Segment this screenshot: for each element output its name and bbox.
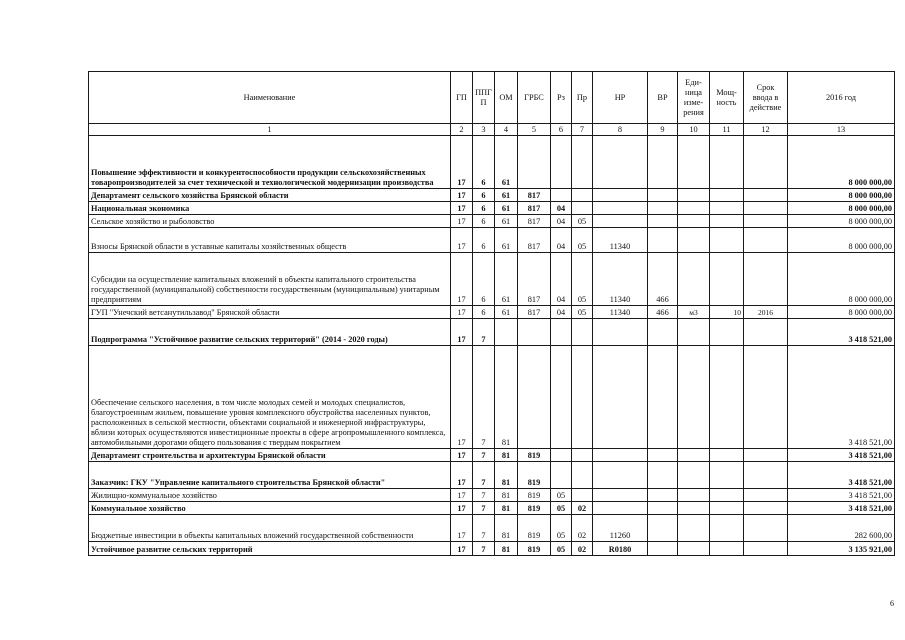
cell-vr bbox=[648, 136, 678, 189]
cell-unit bbox=[678, 189, 710, 202]
cell-gp: 17 bbox=[451, 306, 473, 319]
cell-grbs: 819 bbox=[518, 462, 551, 489]
row-name: Заказчик: ГКУ "Управление капитального строительства Брянской области" bbox=[89, 462, 451, 489]
column-number: 1 bbox=[89, 124, 451, 136]
cell-nr: 11340 bbox=[593, 228, 648, 253]
cell-gp: 17 bbox=[451, 515, 473, 542]
cell-term: 2016 bbox=[744, 306, 788, 319]
cell-gp: 17 bbox=[451, 189, 473, 202]
cell-term bbox=[744, 215, 788, 228]
cell-sum: 3 418 521,00 bbox=[788, 449, 895, 462]
cell-unit bbox=[678, 319, 710, 346]
column-number: 3 bbox=[473, 124, 495, 136]
header-capacity-line: Мощ- bbox=[716, 87, 737, 97]
cell-cap bbox=[710, 136, 744, 189]
cell-unit bbox=[678, 253, 710, 306]
cell-nr: 11260 bbox=[593, 515, 648, 542]
cell-vr bbox=[648, 228, 678, 253]
cell-unit bbox=[678, 228, 710, 253]
table-row bbox=[89, 489, 895, 502]
cell-gp: 17 bbox=[451, 319, 473, 346]
header-capacity-line: ность bbox=[716, 97, 737, 107]
cell-cap bbox=[710, 228, 744, 253]
cell-pr bbox=[572, 189, 593, 202]
cell-cap bbox=[710, 253, 744, 306]
cell-pr: 05 bbox=[572, 228, 593, 253]
cell-rz: 05 bbox=[551, 542, 572, 556]
table-row bbox=[89, 228, 895, 253]
table-row bbox=[89, 449, 895, 462]
cell-ppgp: 7 bbox=[473, 462, 495, 489]
cell-pr: 02 bbox=[572, 515, 593, 542]
cell-nr bbox=[593, 136, 648, 189]
table-row bbox=[89, 515, 895, 542]
cell-term bbox=[744, 489, 788, 502]
row-name: Субсидии на осуществление капитальных вложений в объекты капитального строительства государственной (муниципальной) собственности государственным (муниципальным) унитарным предприятиям bbox=[89, 253, 451, 306]
cell-grbs: 817 bbox=[518, 306, 551, 319]
cell-cap bbox=[710, 189, 744, 202]
column-number: 4 bbox=[495, 124, 518, 136]
cell-term bbox=[744, 346, 788, 449]
cell-pr bbox=[572, 136, 593, 189]
cell-cap bbox=[710, 202, 744, 215]
cell-grbs: 817 bbox=[518, 253, 551, 306]
cell-vr: 466 bbox=[648, 306, 678, 319]
cell-cap bbox=[710, 515, 744, 542]
cell-nr bbox=[593, 189, 648, 202]
table-row bbox=[89, 502, 895, 515]
table-row bbox=[89, 253, 895, 306]
cell-nr bbox=[593, 489, 648, 502]
cell-sum: 8 000 000,00 bbox=[788, 228, 895, 253]
header-unit-line: рения bbox=[683, 107, 704, 117]
cell-grbs bbox=[518, 136, 551, 189]
cell-vr bbox=[648, 449, 678, 462]
header-capacity bbox=[710, 72, 744, 124]
cell-vr bbox=[648, 462, 678, 489]
header-row bbox=[89, 72, 895, 124]
cell-vr bbox=[648, 489, 678, 502]
cell-pr bbox=[572, 319, 593, 346]
cell-pr bbox=[572, 449, 593, 462]
cell-om: 61 bbox=[495, 189, 518, 202]
cell-cap bbox=[710, 462, 744, 489]
cell-nr: 11340 bbox=[593, 306, 648, 319]
cell-sum: 8 000 000,00 bbox=[788, 215, 895, 228]
row-name: Департамент строительства и архитектуры Брянской области bbox=[89, 449, 451, 462]
cell-ppgp: 7 bbox=[473, 515, 495, 542]
cell-pr bbox=[572, 489, 593, 502]
table-row bbox=[89, 346, 895, 449]
cell-rz: 04 bbox=[551, 228, 572, 253]
cell-vr bbox=[648, 515, 678, 542]
cell-sum: 3 418 521,00 bbox=[788, 502, 895, 515]
cell-gp: 17 bbox=[451, 462, 473, 489]
table-row bbox=[89, 189, 895, 202]
cell-rz bbox=[551, 462, 572, 489]
column-number: 12 bbox=[744, 124, 788, 136]
cell-om: 61 bbox=[495, 253, 518, 306]
row-name: ГУП "Унечский ветсанутильзавод" Брянской области bbox=[89, 306, 451, 319]
cell-om: 61 bbox=[495, 136, 518, 189]
cell-term bbox=[744, 542, 788, 556]
cell-nr: R0180 bbox=[593, 542, 648, 556]
cell-nr bbox=[593, 215, 648, 228]
column-number: 8 bbox=[593, 124, 648, 136]
header-unit-line: ница bbox=[684, 87, 702, 97]
cell-unit bbox=[678, 542, 710, 556]
cell-pr: 02 bbox=[572, 502, 593, 515]
cell-cap bbox=[710, 319, 744, 346]
cell-vr bbox=[648, 502, 678, 515]
cell-sum: 8 000 000,00 bbox=[788, 189, 895, 202]
cell-grbs: 817 bbox=[518, 202, 551, 215]
cell-rz: 05 bbox=[551, 502, 572, 515]
cell-grbs: 819 bbox=[518, 449, 551, 462]
cell-ppgp: 6 bbox=[473, 189, 495, 202]
cell-pr: 02 bbox=[572, 542, 593, 556]
cell-ppgp: 7 bbox=[473, 346, 495, 449]
cell-ppgp: 6 bbox=[473, 202, 495, 215]
column-number-row bbox=[89, 124, 895, 136]
cell-gp: 17 bbox=[451, 253, 473, 306]
cell-sum: 3 418 521,00 bbox=[788, 319, 895, 346]
cell-om: 81 bbox=[495, 502, 518, 515]
table-row bbox=[89, 542, 895, 556]
header-unit-line: изме- bbox=[683, 97, 704, 107]
cell-rz: 05 bbox=[551, 489, 572, 502]
header-unit-line: Еди- bbox=[685, 77, 702, 87]
column-number: 13 bbox=[788, 124, 895, 136]
table-row bbox=[89, 462, 895, 489]
cell-rz: 04 bbox=[551, 215, 572, 228]
cell-gp: 17 bbox=[451, 542, 473, 556]
cell-nr bbox=[593, 346, 648, 449]
cell-ppgp: 6 bbox=[473, 253, 495, 306]
row-name: Взносы Брянской области в уставные капиталы хозяйственных обществ bbox=[89, 228, 451, 253]
table-row bbox=[89, 319, 895, 346]
row-name: Бюджетные инвестиции в объекты капитальных вложений государственной собственности bbox=[89, 515, 451, 542]
cell-nr bbox=[593, 502, 648, 515]
cell-sum: 8 000 000,00 bbox=[788, 202, 895, 215]
table-row bbox=[89, 215, 895, 228]
cell-om: 81 bbox=[495, 449, 518, 462]
cell-nr bbox=[593, 449, 648, 462]
cell-vr: 466 bbox=[648, 253, 678, 306]
cell-ppgp: 7 bbox=[473, 449, 495, 462]
cell-unit bbox=[678, 489, 710, 502]
cell-term bbox=[744, 462, 788, 489]
cell-term bbox=[744, 515, 788, 542]
cell-sum: 3 418 521,00 bbox=[788, 489, 895, 502]
cell-cap bbox=[710, 449, 744, 462]
cell-sum: 3 418 521,00 bbox=[788, 462, 895, 489]
cell-term bbox=[744, 228, 788, 253]
cell-term bbox=[744, 253, 788, 306]
cell-cap bbox=[710, 542, 744, 556]
cell-nr bbox=[593, 319, 648, 346]
header-term-line: ввода в bbox=[752, 92, 779, 102]
cell-unit bbox=[678, 515, 710, 542]
cell-gp: 17 bbox=[451, 502, 473, 515]
cell-cap bbox=[710, 215, 744, 228]
cell-unit: м3 bbox=[678, 306, 710, 319]
header-ppgp-line: П bbox=[480, 97, 487, 107]
table-row bbox=[89, 136, 895, 189]
row-name: Национальная экономика bbox=[89, 202, 451, 215]
cell-om: 61 bbox=[495, 202, 518, 215]
cell-nr: 11340 bbox=[593, 253, 648, 306]
cell-gp: 17 bbox=[451, 215, 473, 228]
cell-om: 61 bbox=[495, 228, 518, 253]
cell-rz: 04 bbox=[551, 202, 572, 215]
cell-cap bbox=[710, 346, 744, 449]
cell-vr bbox=[648, 202, 678, 215]
cell-term bbox=[744, 449, 788, 462]
cell-nr bbox=[593, 202, 648, 215]
header-year: 2016 год bbox=[788, 72, 895, 124]
cell-om bbox=[495, 319, 518, 346]
cell-grbs bbox=[518, 346, 551, 449]
cell-ppgp: 7 bbox=[473, 502, 495, 515]
cell-vr bbox=[648, 189, 678, 202]
cell-unit bbox=[678, 462, 710, 489]
cell-om: 61 bbox=[495, 306, 518, 319]
cell-cap bbox=[710, 502, 744, 515]
cell-vr bbox=[648, 542, 678, 556]
cell-unit bbox=[678, 502, 710, 515]
cell-grbs: 819 bbox=[518, 515, 551, 542]
cell-rz bbox=[551, 319, 572, 346]
cell-pr: 05 bbox=[572, 253, 593, 306]
column-number: 5 bbox=[518, 124, 551, 136]
page-number: 6 bbox=[890, 599, 894, 608]
cell-pr bbox=[572, 346, 593, 449]
cell-ppgp: 7 bbox=[473, 319, 495, 346]
cell-grbs: 819 bbox=[518, 502, 551, 515]
column-number: 11 bbox=[710, 124, 744, 136]
cell-sum: 3 418 521,00 bbox=[788, 346, 895, 449]
header-term-line: действие bbox=[749, 102, 782, 112]
cell-gp: 17 bbox=[451, 489, 473, 502]
cell-om: 81 bbox=[495, 462, 518, 489]
cell-rz bbox=[551, 346, 572, 449]
row-name: Подпрограмма "Устойчивое развитие сельских территорий" (2014 - 2020 годы) bbox=[89, 319, 451, 346]
cell-pr: 05 bbox=[572, 215, 593, 228]
cell-cap bbox=[710, 489, 744, 502]
header-ppgp-line: ППГ bbox=[475, 87, 492, 97]
cell-om: 61 bbox=[495, 215, 518, 228]
row-name: Департамент сельского хозяйства Брянской области bbox=[89, 189, 451, 202]
budget-table bbox=[88, 71, 895, 556]
cell-pr bbox=[572, 202, 593, 215]
header-term bbox=[744, 72, 788, 124]
row-name: Обеспечение сельского населения, в том числе молодых семей и молодых специалистов, благоустроенным жильем, повышение уровня комплексного обустройства населенных пунктов, расположенных в сельской местности, объектами социальной и инженерной инфраструктуры, вблизи которых осуществляются инвестиционные проекты в сфере агропромышленного комплекса, автомобильными дорогами общего пользования с твердым покрытием bbox=[89, 346, 451, 449]
cell-rz: 04 bbox=[551, 253, 572, 306]
cell-term bbox=[744, 319, 788, 346]
cell-om: 81 bbox=[495, 515, 518, 542]
cell-grbs: 817 bbox=[518, 215, 551, 228]
column-number: 2 bbox=[451, 124, 473, 136]
cell-sum: 8 000 000,00 bbox=[788, 253, 895, 306]
header-grbs: ГРБС bbox=[518, 72, 551, 124]
header-rz: Рз bbox=[551, 72, 572, 124]
cell-vr bbox=[648, 319, 678, 346]
cell-gp: 17 bbox=[451, 449, 473, 462]
header-gp: ГП bbox=[451, 72, 473, 124]
row-name: Сельское хозяйство и рыболовство bbox=[89, 215, 451, 228]
cell-term bbox=[744, 189, 788, 202]
cell-vr bbox=[648, 215, 678, 228]
header-ppgp bbox=[473, 72, 495, 124]
header-name: Наименование bbox=[89, 72, 451, 124]
cell-grbs: 817 bbox=[518, 228, 551, 253]
cell-om: 81 bbox=[495, 542, 518, 556]
cell-grbs: 817 bbox=[518, 189, 551, 202]
column-number: 9 bbox=[648, 124, 678, 136]
row-name: Жилищно-коммунальное хозяйство bbox=[89, 489, 451, 502]
cell-gp: 17 bbox=[451, 136, 473, 189]
header-nr: НР bbox=[593, 72, 648, 124]
cell-om: 81 bbox=[495, 489, 518, 502]
column-number: 6 bbox=[551, 124, 572, 136]
column-number: 10 bbox=[678, 124, 710, 136]
cell-rz: 05 bbox=[551, 515, 572, 542]
header-term-line: Срок bbox=[756, 82, 775, 92]
cell-vr bbox=[648, 346, 678, 449]
cell-rz bbox=[551, 449, 572, 462]
cell-unit bbox=[678, 449, 710, 462]
cell-grbs bbox=[518, 319, 551, 346]
cell-term bbox=[744, 136, 788, 189]
cell-gp: 17 bbox=[451, 346, 473, 449]
cell-ppgp: 6 bbox=[473, 215, 495, 228]
cell-sum: 8 000 000,00 bbox=[788, 136, 895, 189]
row-name: Устойчивое развитие сельских территорий bbox=[89, 542, 451, 556]
header-om: ОМ bbox=[495, 72, 518, 124]
cell-unit bbox=[678, 346, 710, 449]
cell-pr: 05 bbox=[572, 306, 593, 319]
cell-grbs: 819 bbox=[518, 489, 551, 502]
cell-unit bbox=[678, 215, 710, 228]
cell-term bbox=[744, 202, 788, 215]
cell-gp: 17 bbox=[451, 202, 473, 215]
row-name: Повышение эффективности и конкурентоспособности продукции сельскохозяйственных товаропроизводителей за счет технической и технологической модернизации производства bbox=[89, 136, 451, 189]
cell-nr bbox=[593, 462, 648, 489]
cell-rz bbox=[551, 189, 572, 202]
cell-term bbox=[744, 502, 788, 515]
cell-rz: 04 bbox=[551, 306, 572, 319]
cell-ppgp: 6 bbox=[473, 306, 495, 319]
cell-sum: 282 600,00 bbox=[788, 515, 895, 542]
cell-pr bbox=[572, 462, 593, 489]
row-name: Коммунальное хозяйство bbox=[89, 502, 451, 515]
table-row bbox=[89, 202, 895, 215]
cell-rz bbox=[551, 136, 572, 189]
cell-ppgp: 6 bbox=[473, 228, 495, 253]
cell-ppgp: 6 bbox=[473, 136, 495, 189]
cell-ppgp: 7 bbox=[473, 542, 495, 556]
cell-sum: 8 000 000,00 bbox=[788, 306, 895, 319]
cell-unit bbox=[678, 136, 710, 189]
cell-grbs: 819 bbox=[518, 542, 551, 556]
cell-cap: 10 bbox=[710, 306, 744, 319]
cell-ppgp: 7 bbox=[473, 489, 495, 502]
header-vr: ВР bbox=[648, 72, 678, 124]
column-number: 7 bbox=[572, 124, 593, 136]
header-unit bbox=[678, 72, 710, 124]
header-pr: Пр bbox=[572, 72, 593, 124]
cell-sum: 3 135 921,00 bbox=[788, 542, 895, 556]
cell-om: 81 bbox=[495, 346, 518, 449]
cell-unit bbox=[678, 202, 710, 215]
cell-gp: 17 bbox=[451, 228, 473, 253]
table-row bbox=[89, 306, 895, 319]
